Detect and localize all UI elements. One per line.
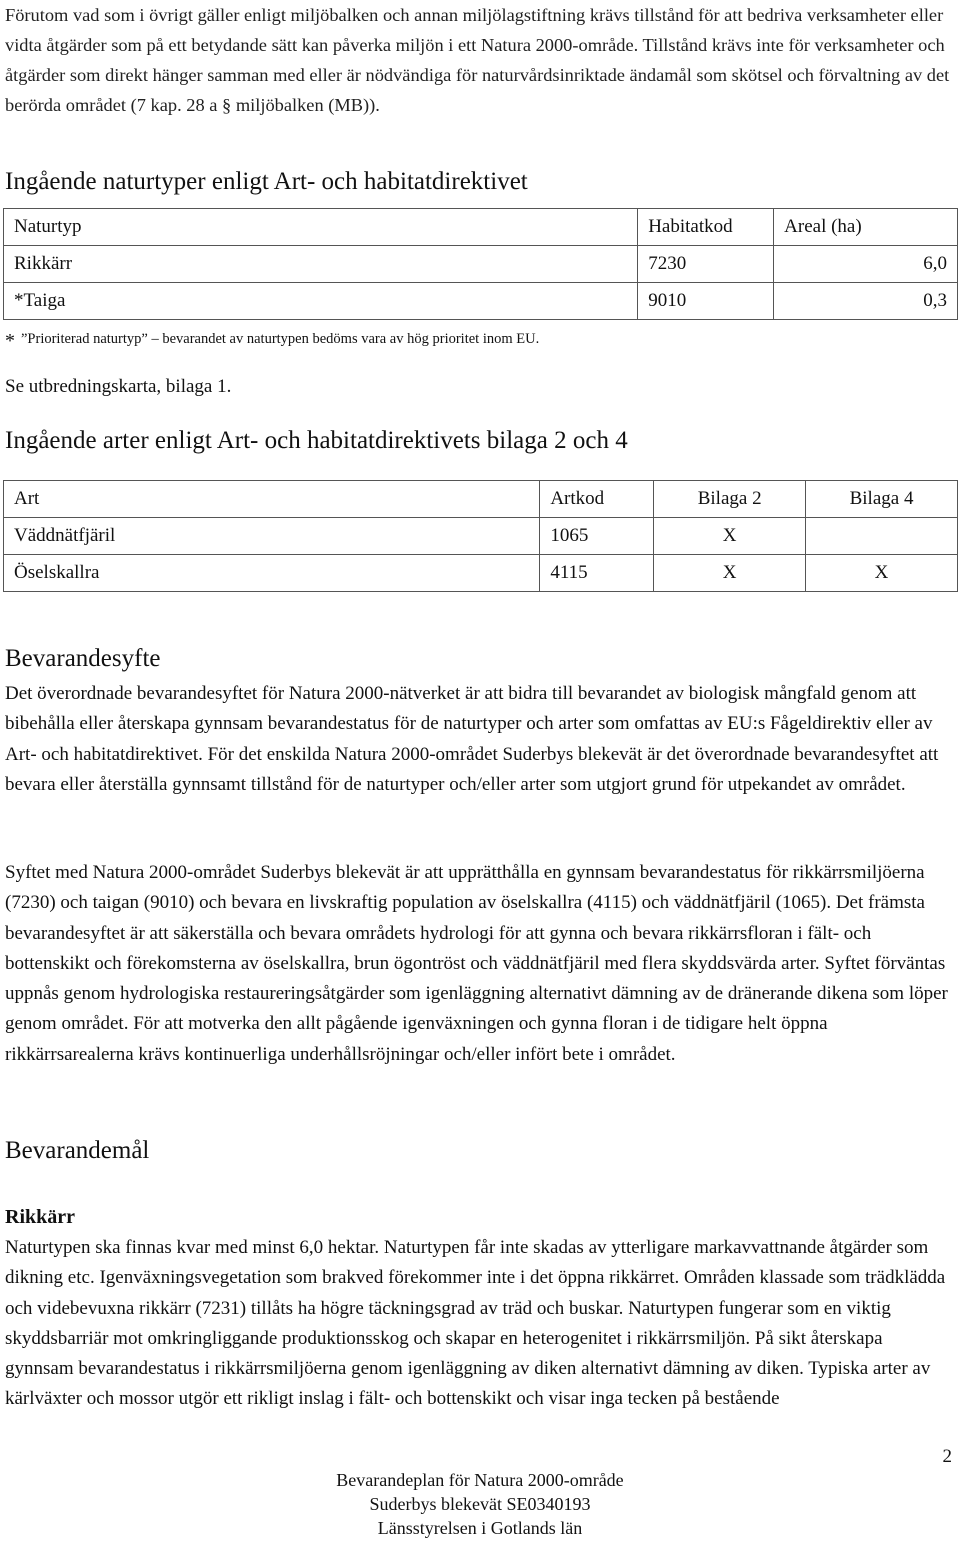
- cell-artkod: 1065: [540, 518, 654, 555]
- cell-art: Väddnätfjäril: [4, 518, 540, 555]
- footnote-text: ”Prioriterad naturtyp” – bevarandet av naturtypen bedöms vara av hög prioritet inom EU.: [21, 331, 540, 347]
- column-header-habitatkod: Habitatkod: [638, 209, 774, 246]
- arter-heading: Ingående arter enligt Art- och habitatdirektivets bilaga 2 och 4: [5, 427, 628, 454]
- column-header-bilaga2: Bilaga 2: [654, 481, 806, 518]
- bevarandemal-heading: Bevarandemål: [5, 1137, 150, 1164]
- intro-paragraph: Förutom vad som i övrigt gäller enligt miljöbalken och annan miljölagstiftning krävs tillstånd för att bedriva verksamheter eller vidta åtgärder som på ett betydande sätt kan påverka miljön i ett Natura 2000-område. Tillstånd krävs inte för verksamheter och åtgärder som direkt hänger samman med eller är nödvändiga för naturvårdsinriktade ändamål som skötsel och förvaltning av det berörda området (7 kap. 28 a § miljöbalken (MB)).: [5, 5, 950, 115]
- footnote-star: *: [5, 330, 15, 352]
- cell-bilaga4: X: [806, 555, 958, 592]
- column-header-naturtyp: Naturtyp: [4, 209, 638, 246]
- table-header-row: [4, 209, 958, 246]
- footer-line-3: Länsstyrelsen i Gotlands län: [377, 1518, 583, 1538]
- column-header-art: Art: [4, 481, 540, 518]
- see-map-reference: Se utbredningskarta, bilaga 1.: [5, 376, 232, 397]
- cell-naturtyp: Rikkärr: [4, 246, 638, 283]
- cell-bilaga4: [806, 518, 958, 555]
- bevarandesyfte-paragraph-1: Det överordnade bevarandesyftet för Natura 2000-nätverket är att bidra till bevarandet av biologisk mångfald genom att bibehålla eller återskapa gynnsam bevarandestatus för de naturtyper och arter som omfattas av EU:s Fågeldirektiv eller av Art- och habitatdirektivet. För det enskilda Natura 2000-området Suderbys blekevät är det överordnade bevarandesyftet att bevara eller återställa gynnsamt tillstånd för de naturtyper och/eller arter som utgjort grund för utpekandet av området.: [5, 683, 939, 795]
- table-row: [4, 555, 958, 592]
- cell-naturtyp: *Taiga: [4, 283, 638, 320]
- rikkarr-subheading: Rikkärr: [5, 1206, 75, 1228]
- page-footer: [0, 1468, 960, 1540]
- table-header-row: [4, 481, 958, 518]
- cell-areal: 6,0: [774, 246, 958, 283]
- cell-bilaga2: X: [654, 518, 806, 555]
- column-header-bilaga4: Bilaga 4: [806, 481, 958, 518]
- table-row: [4, 518, 958, 555]
- rikkarr-paragraph: Naturtypen ska finnas kvar med minst 6,0 hektar. Naturtypen får inte skadas av ytterligare markavvattnande åtgärder som dikning etc. Igenväxningsvegetation som brakved förekommer inte i det öppna rikkärret. Områden klassade som trädklädda och videbevuxna rikkärr (7231) tillåts ha högre täckningsgrad av träd och buskar. Naturtypen fungerar som en viktig skyddsbarriär mot omkringliggande produktionsskog och skapar en heterogenitet i rikkärrsmiljön. På sikt återskapa gynnsam bevarandestatus i rikkärrsmiljöerna genom igenläggning av diken alternativt dämning av diken. Typiska arter av kärlväxter och mossor utgör ett rikligt inslag i fält- och bottenskikt och visar inga tecken på bestående: [5, 1237, 946, 1410]
- naturtyper-table: [3, 208, 958, 320]
- cell-habitatkod: 9010: [638, 283, 774, 320]
- cell-habitatkod: 7230: [638, 246, 774, 283]
- cell-areal: 0,3: [774, 283, 958, 320]
- footer-line-2: Suderbys blekevät SE0340193: [369, 1494, 591, 1514]
- cell-bilaga2: X: [654, 555, 806, 592]
- page-number: 2: [942, 1446, 952, 1467]
- column-header-artkod: Artkod: [540, 481, 654, 518]
- footer-line-1: Bevarandeplan för Natura 2000-område: [336, 1470, 624, 1490]
- bevarandesyfte-heading: Bevarandesyfte: [5, 645, 161, 672]
- bevarandesyfte-paragraph-2: Syftet med Natura 2000-området Suderbys blekevät är att upprätthålla en gynnsam bevarandestatus för rikkärrsmiljöerna (7230) och taigan (9010) och bevara en livskraftig population av öselskallra (4115) och väddnätfjäril (1065). Det främsta bevarandesyftet är att säkerställa och bevara områdets hydrologi för att gynna och bevara rikkärrsfloran i fält- och bottenskikt och förekomsterna av öselskallra, brun ögontröst och väddnätfjäril med flera skyddsvärda arter. Syftet förväntas uppnås genom hydrologiska restaureringsåtgärder som igenläggning alternativt dämning av de dränerande dikena som löper genom området. För att motverka den allt pågående igenväxningen och gynna floran i de tidigare helt öppna rikkärrsarealerna krävs kontinuerliga underhållsröjningar och/eller infört bete i området.: [5, 862, 948, 1065]
- table-row: [4, 283, 958, 320]
- cell-art: Öselskallra: [4, 555, 540, 592]
- naturtyper-heading: Ingående naturtyper enligt Art- och habitatdirektivet: [5, 168, 528, 195]
- column-header-areal: Areal (ha): [774, 209, 958, 246]
- cell-artkod: 4115: [540, 555, 654, 592]
- priority-footnote: [5, 330, 539, 353]
- table-row: [4, 246, 958, 283]
- arter-table: [3, 480, 958, 592]
